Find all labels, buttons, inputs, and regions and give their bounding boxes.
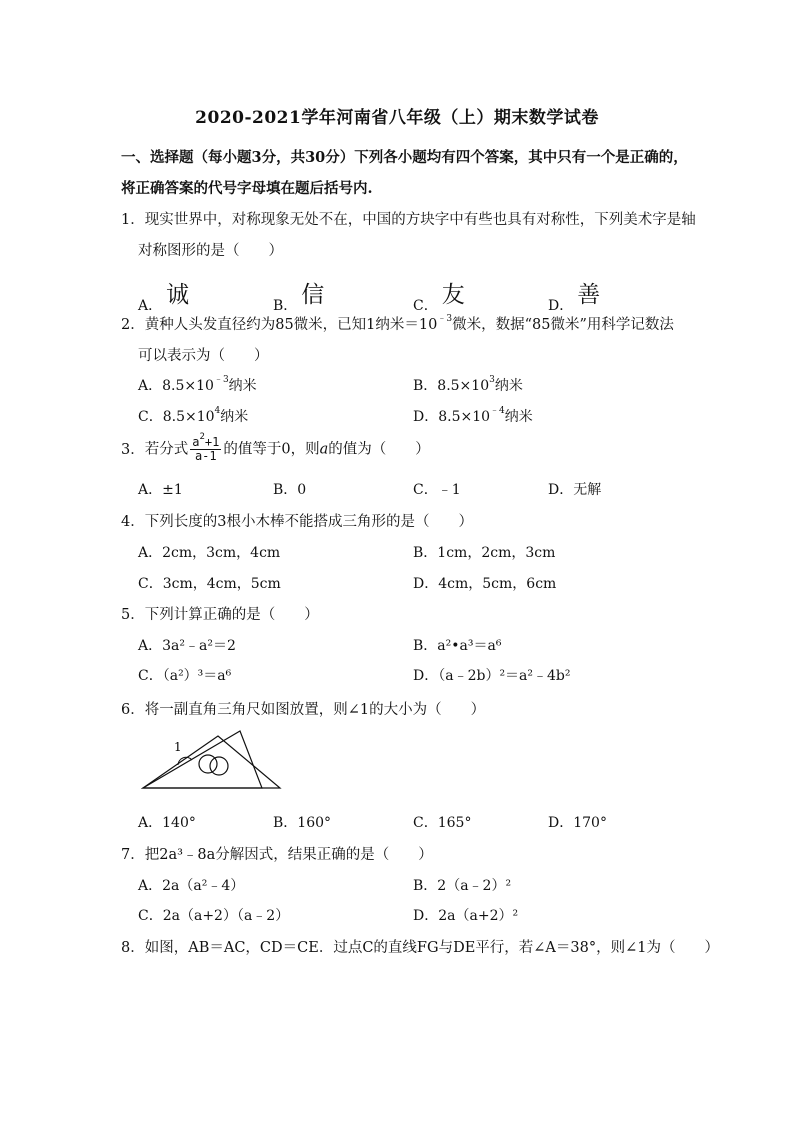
option-label: B．: [413, 638, 438, 654]
triangle-rulers-figure: [140, 728, 300, 798]
section-instruction-line2: 将正确答案的代号字母填在题后括号内.: [121, 180, 373, 197]
option-7c: [138, 905, 289, 925]
fraction-numerator: [190, 432, 221, 450]
option-3b: [273, 479, 306, 499]
question-text: 下列计算正确的是（ ）: [144, 607, 319, 623]
option-text: ﹣1: [437, 482, 461, 498]
question-number: 2．: [121, 317, 145, 333]
option-label: D．: [413, 668, 439, 684]
exponent: 3: [489, 375, 495, 386]
option-2b: [413, 375, 523, 395]
option-7b: [413, 875, 511, 895]
option-3c: [413, 479, 461, 499]
option-text: 0: [297, 482, 307, 498]
option-label: D．: [548, 298, 574, 314]
option-text: 3a²﹣a²＝2: [162, 638, 236, 654]
question-number: 4．: [121, 514, 145, 530]
question-number: 8．: [121, 940, 145, 956]
option-glyph: 信: [301, 282, 325, 308]
ruler-hole: [210, 757, 228, 775]
option-label: C．: [413, 815, 438, 831]
option-base: 8.5×10: [162, 378, 214, 394]
option-label: D．: [413, 576, 439, 592]
question-2-continuation: 可以表示为（ ）: [138, 348, 269, 364]
option-unit: 纳米: [228, 378, 257, 394]
question-number: 7．: [121, 847, 145, 863]
option-glyph: 善: [577, 282, 601, 308]
option-text: （a²）³＝a⁶: [162, 668, 232, 684]
question-number: 6．: [121, 702, 145, 718]
question-number: 1．: [121, 212, 145, 228]
option-label: A．: [138, 482, 163, 498]
exponent: ﹣3: [437, 314, 453, 325]
option-glyph: 诚: [166, 282, 190, 308]
option-label: B．: [413, 878, 438, 894]
question-text-part2: 的值等于0，则: [223, 441, 320, 458]
question-text-part1: 黄种人头发直径约为85微米，已知1纳米＝10: [144, 317, 438, 333]
option-unit: 纳米: [494, 378, 523, 394]
question-text: 现实世界中，对称现象无处不在，中国的方块字中有些也具有对称性，下列美术字是轴: [144, 212, 696, 228]
option-text: （a﹣2b）²＝a²﹣4b²: [438, 668, 571, 684]
option-5a: [138, 635, 236, 655]
option-3a: [138, 479, 183, 499]
option-glyph: 友: [441, 282, 465, 308]
option-label: B．: [273, 298, 298, 314]
option-4b: [413, 542, 555, 562]
option-5d: [413, 665, 571, 685]
page-title: 2020-2021学年河南省八年级（上）期末数学试卷: [195, 108, 599, 128]
question-number: 5．: [121, 607, 145, 623]
option-label: D．: [413, 409, 439, 425]
question-5: [121, 603, 319, 624]
option-4d: [413, 573, 556, 593]
option-7a: [138, 875, 244, 895]
question-3: [121, 432, 430, 463]
option-text: 160°: [297, 815, 332, 831]
exponent: ﹣3: [213, 375, 229, 386]
section-instruction-line1: 一、选择题（每小题3分，共30分）下列各小题均有四个答案，其中只有一个是正确的，: [121, 149, 688, 166]
option-text: 2（a﹣2）²: [437, 878, 512, 894]
option-text: 3cm，4cm，5cm: [162, 576, 281, 592]
option-label: D．: [413, 908, 439, 924]
option-label: C．: [138, 409, 163, 425]
option-label: C．: [138, 668, 163, 684]
option-label: C．: [138, 908, 163, 924]
question-6: [121, 698, 485, 719]
exponent: 4: [214, 406, 221, 417]
question-text: 如图，AB＝AC，CD＝CE．过点C的直线FG与DE平行，若∠A＝38°，则∠1为（ ）: [144, 940, 719, 956]
option-label: A．: [138, 638, 163, 654]
option-label: D．: [548, 482, 574, 498]
numerator-base: a: [192, 435, 200, 449]
option-5b: [413, 635, 501, 655]
option-2a: [138, 375, 257, 395]
option-text: 2a（a+2）（a﹣2）: [162, 908, 290, 924]
option-label: B．: [273, 482, 298, 498]
exponent: ﹣4: [490, 406, 505, 417]
option-4a: [138, 542, 280, 562]
option-label: C．: [413, 298, 438, 314]
option-text: 2cm，3cm，4cm: [162, 545, 281, 561]
numerator-rest: +1: [204, 435, 220, 449]
option-2d: [413, 406, 533, 426]
large-set-square: [143, 731, 262, 788]
option-label: A．: [138, 298, 163, 314]
option-7d: [413, 905, 518, 925]
option-unit: 纳米: [504, 409, 533, 425]
question-7: [121, 843, 433, 864]
option-label: A．: [138, 878, 163, 894]
option-6b: [273, 812, 331, 832]
question-1: [121, 208, 696, 229]
exponent: 2: [199, 432, 205, 442]
option-label: A．: [138, 815, 163, 831]
option-text: 无解: [573, 482, 602, 498]
option-label: A．: [138, 378, 163, 394]
option-text: 2a（a²﹣4）: [162, 878, 245, 894]
question-number: 3．: [121, 441, 145, 458]
option-text: ±1: [162, 482, 183, 498]
option-label: B．: [413, 545, 438, 561]
option-text: 1cm，2cm，3cm: [437, 545, 556, 561]
question-1-continuation: 对称图形的是（ ）: [138, 243, 283, 259]
option-6a: [138, 812, 196, 832]
option-label: A．: [138, 545, 163, 561]
option-3d: [548, 479, 601, 499]
question-2: [121, 313, 674, 334]
fraction-denominator: a-1: [194, 449, 217, 463]
option-label: C．: [413, 482, 438, 498]
question-text: 把2a³﹣8a分解因式，结果正确的是（ ）: [144, 847, 433, 863]
option-6d: [548, 812, 607, 832]
option-label: B．: [273, 815, 298, 831]
variable: a: [319, 441, 329, 458]
option-label: B．: [413, 378, 438, 394]
option-text: a²•a³＝a⁶: [437, 638, 502, 654]
question-text-part1: 若分式: [144, 441, 189, 458]
option-base: 8.5×10: [437, 378, 490, 394]
option-text: 140°: [162, 815, 196, 831]
question-text-part2: 微米，数据“85微米”用科学记数法: [452, 317, 674, 333]
option-text: 2a（a+2）²: [438, 908, 519, 924]
question-8: [121, 936, 719, 957]
option-text: 165°: [437, 815, 472, 831]
option-text: 170°: [573, 815, 607, 831]
question-text: 下列长度的3根小木棒不能搭成三角形的是（ ）: [144, 514, 473, 530]
option-label: D．: [548, 815, 574, 831]
question-4: [121, 510, 473, 531]
option-5c: [138, 665, 231, 685]
question-text-part3: 的值为（ ）: [328, 441, 430, 458]
angle-label: 1: [174, 740, 182, 754]
option-base: 8.5×10: [438, 409, 491, 425]
question-text: 将一副直角三角尺如图放置，则∠1的大小为（ ）: [144, 702, 486, 718]
fraction: [190, 432, 221, 463]
option-6c: [413, 812, 471, 832]
option-label: C．: [138, 576, 163, 592]
option-4c: [138, 573, 281, 593]
option-base: 8.5×10: [162, 409, 215, 425]
option-2c: [138, 406, 248, 426]
option-text: 4cm，5cm，6cm: [438, 576, 557, 592]
option-unit: 纳米: [220, 409, 249, 425]
